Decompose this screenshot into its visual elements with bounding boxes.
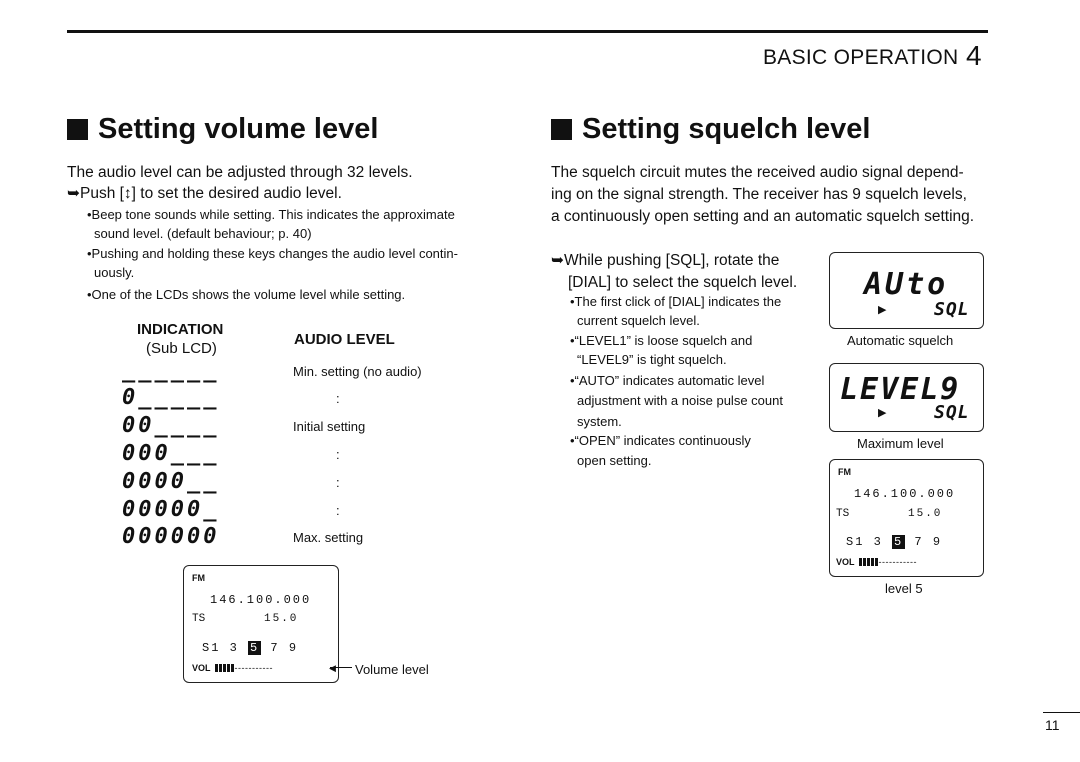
lcd-smeter: S1 3 5 7 9 (202, 641, 299, 655)
lcd-sql: SQL (934, 402, 970, 423)
audio-level: : (336, 391, 340, 406)
squelch-bullet: system. (577, 414, 622, 429)
lcd-volume-bar: VOL ----------- (836, 557, 917, 567)
squelch-step: ➥While pushing [SQL], rotate the (551, 252, 780, 269)
heading-squelch-text: Setting squelch level (582, 113, 871, 145)
lcd-indication: 000___ (122, 441, 220, 466)
audio-level: Initial setting (293, 419, 366, 434)
squelch-step: [DIAL] to select the squelch level. (568, 274, 798, 291)
table-header-sub: (Sub LCD) (146, 340, 217, 357)
squelch-bullet: current squelch level. (577, 313, 700, 328)
audio-level: Min. setting (no audio) (293, 364, 422, 379)
squelch-bullet: •“OPEN” indicates continuously (570, 433, 751, 448)
lcd-ts: TS (836, 508, 850, 520)
lcd-ts: TS (192, 613, 206, 625)
heading-volume-text: Setting volume level (98, 113, 379, 145)
arrow-left-icon: ◀ (329, 663, 336, 673)
table-header-indication: INDICATION (137, 321, 224, 338)
volume-bullet: •Beep tone sounds while setting. This indicates the approximate (87, 207, 455, 222)
audio-level: : (336, 503, 340, 518)
lcd-step: 15.0 (908, 508, 943, 520)
lcd-frequency: 146.100.000 (210, 593, 312, 607)
lcd-indication: 0_____ (122, 385, 220, 410)
heading-square-icon (551, 119, 572, 140)
lcd-indication: 0000__ (122, 469, 220, 494)
audio-level: : (336, 475, 340, 490)
lcd-display-volume (183, 565, 339, 683)
lcd-indication: 000000 (122, 524, 220, 549)
speaker-icon: ▶ (878, 407, 887, 419)
squelch-intro: The squelch circuit mutes the received audio signal depend- (551, 164, 964, 181)
lcd-segment-text: LEVEL9 (840, 372, 961, 407)
lcd-display-auto (829, 252, 984, 329)
lcd-sql: SQL (934, 299, 970, 320)
audio-level: Max. setting (293, 530, 364, 545)
heading-square-icon (67, 119, 88, 140)
squelch-bullet: •The first click of [DIAL] indicates the (570, 294, 782, 309)
chapter-number: 4 (966, 40, 982, 71)
lcd-mode: FM (192, 573, 205, 583)
squelch-intro: ing on the signal strength. The receiver has 9 squelch levels, (551, 186, 967, 203)
lcd-caption: Maximum level (857, 436, 944, 451)
lcd-caption: level 5 (885, 581, 923, 596)
volume-bullet: uously. (94, 265, 135, 280)
lcd-display-sql-level (829, 459, 984, 577)
heading-volume (67, 113, 378, 146)
section-title: BASIC OPERATION (763, 46, 959, 69)
volume-intro: The audio level can be adjusted through 32 levels. (67, 164, 413, 181)
volume-bullet: •One of the LCDs shows the volume level while setting. (87, 287, 406, 302)
lcd-indication: ______ (122, 358, 220, 383)
footer-rule (1043, 712, 1080, 713)
lcd-step: 15.0 (264, 613, 299, 625)
lcd-indication: 00____ (122, 413, 220, 438)
lcd-caption: Automatic squelch (847, 333, 954, 348)
lcd-smeter: S1 3 5 7 9 (846, 535, 943, 549)
squelch-bullet: •“LEVEL1” is loose squelch and (570, 333, 753, 348)
lcd-mode: FM (838, 467, 851, 477)
volume-bullet: sound level. (default behaviour; p. 40) (94, 226, 312, 241)
top-rule (67, 30, 988, 33)
squelch-bullet: adjustment with a noise pulse count (577, 393, 783, 408)
volume-step: ➥Push [↕] to set the desired audio level. (67, 185, 342, 202)
lcd-volume-bar: VOL ----------- (192, 663, 273, 673)
squelch-bullet: open setting. (577, 453, 652, 468)
lcd-display-level9 (829, 363, 984, 432)
page-number: 11 (1045, 717, 1060, 733)
table-header-audio: AUDIO LEVEL (294, 331, 395, 348)
squelch-bullet: •“AUTO” indicates automatic level (570, 373, 765, 388)
volume-callout: Volume level (355, 662, 429, 677)
squelch-bullet: “LEVEL9” is tight squelch. (577, 352, 727, 367)
heading-squelch (551, 113, 870, 146)
lcd-frequency: 146.100.000 (854, 487, 956, 501)
squelch-intro: a continuously open setting and an automatic squelch setting. (551, 208, 975, 225)
audio-level: : (336, 447, 340, 462)
lcd-segment-text: AUto (864, 267, 949, 302)
volume-bullet: •Pushing and holding these keys changes the audio level contin- (87, 246, 458, 261)
lcd-indication: 00000_ (122, 497, 220, 522)
speaker-icon: ▶ (878, 304, 887, 316)
